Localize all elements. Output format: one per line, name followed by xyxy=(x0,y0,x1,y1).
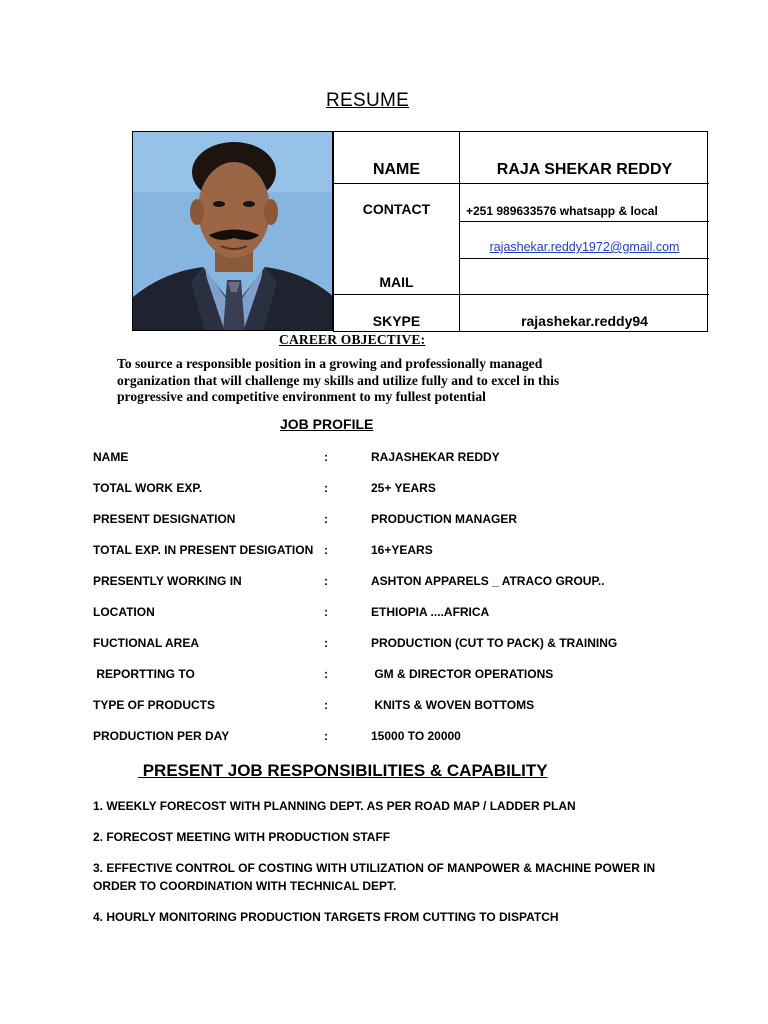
responsibility-line: 3. EFFECTIVE CONTROL OF COSTING WITH UTILIZATION OF MANPOWER & MACHINE POWER IN xyxy=(93,861,656,875)
table-row-divider xyxy=(334,294,709,295)
responsibility-item xyxy=(93,828,673,846)
profile-separator: : xyxy=(324,698,328,712)
contact-value: +251 989633576 whatsapp & local xyxy=(466,204,658,218)
profile-label: FUCTIONAL AREA xyxy=(93,636,199,650)
career-objective-text xyxy=(117,356,657,406)
contact-label: CONTACT xyxy=(362,201,431,217)
job-profile-heading: JOB PROFILE xyxy=(280,416,374,432)
mail-label: MAIL xyxy=(379,274,414,290)
responsibility-line: 2. FORECOST MEETING WITH PRODUCTION STAFF xyxy=(93,830,391,844)
email-link[interactable]: rajashekar.reddy1972@gmail.com xyxy=(489,240,680,254)
profile-label: PRODUCTION PER DAY xyxy=(93,729,230,743)
responsibility-line: 4. HOURLY MONITORING PRODUCTION TARGETS FROM CUTTING TO DISPATCH xyxy=(93,910,559,924)
responsibilities-heading: PRESENT JOB RESPONSIBILITIES & CAPABILITY xyxy=(138,761,548,780)
career-objective-heading: CAREER OBJECTIVE: xyxy=(279,332,426,347)
profile-label: PRESENTLY WORKING IN xyxy=(93,574,242,588)
profile-separator: : xyxy=(324,450,328,464)
profile-value: RAJASHEKAR REDDY xyxy=(371,450,500,464)
profile-value: 16+YEARS xyxy=(371,543,433,557)
profile-value: PRODUCTION MANAGER xyxy=(371,512,517,526)
profile-separator: : xyxy=(324,481,328,495)
responsibility-item xyxy=(93,859,673,895)
responsibility-item xyxy=(93,908,673,926)
profile-separator: : xyxy=(324,574,328,588)
profile-value: ASHTON APPARELS _ ATRACO GROUP.. xyxy=(371,574,605,588)
responsibility-line: 1. WEEKLY FORECOST WITH PLANNING DEPT. AS PER ROAD MAP / LADDER PLAN xyxy=(93,799,576,813)
career-objective-line: organization that will challenge my skills and utilize fully and to excel in this xyxy=(117,372,560,388)
profile-value: GM & DIRECTOR OPERATIONS xyxy=(371,667,554,681)
profile-label: TOTAL EXP. IN PRESENT DESIGATION xyxy=(93,543,314,557)
name-value: RAJA SHEKAR REDDY xyxy=(496,161,673,178)
profile-value: 25+ YEARS xyxy=(371,481,436,495)
profile-label: TOTAL WORK EXP. xyxy=(93,481,203,495)
career-objective-line: To source a responsible position in a growing and professionally managed xyxy=(117,356,543,371)
profile-label: NAME xyxy=(93,450,129,464)
profile-label: LOCATION xyxy=(93,605,155,619)
profile-label: REPORTTING TO xyxy=(93,667,195,681)
profile-separator: : xyxy=(324,729,328,743)
profile-separator: : xyxy=(324,636,328,650)
responsibility-item xyxy=(93,797,673,815)
profile-separator: : xyxy=(324,543,328,557)
contact-info-table xyxy=(333,131,708,332)
name-label: NAME xyxy=(372,161,421,178)
profile-value: KNITS & WOVEN BOTTOMS xyxy=(371,698,535,712)
profile-separator: : xyxy=(324,605,328,619)
table-row-divider xyxy=(334,183,709,184)
profile-label: TYPE OF PRODUCTS xyxy=(93,698,216,712)
table-row-divider xyxy=(460,221,709,222)
table-row-divider xyxy=(460,258,709,259)
profile-value: ETHIOPIA ....AFRICA xyxy=(371,605,490,619)
profile-photo xyxy=(132,131,333,331)
profile-value: 15000 TO 20000 xyxy=(371,729,461,743)
profile-row xyxy=(93,667,554,683)
resume-title: RESUME xyxy=(326,90,410,111)
responsibility-line: ORDER TO COORDINATION WITH TECHNICAL DEPT. xyxy=(93,879,397,893)
career-objective-line: progressive and competitive environment to my fullest potential xyxy=(117,389,486,404)
profile-label: PRESENT DESIGNATION xyxy=(93,512,236,526)
profile-separator: : xyxy=(324,667,328,681)
profile-value: PRODUCTION (CUT TO PACK) & TRAINING xyxy=(371,636,618,650)
skype-label: SKYPE xyxy=(372,313,421,329)
profile-separator: : xyxy=(324,512,328,526)
skype-value: rajashekar.reddy94 xyxy=(521,313,648,329)
